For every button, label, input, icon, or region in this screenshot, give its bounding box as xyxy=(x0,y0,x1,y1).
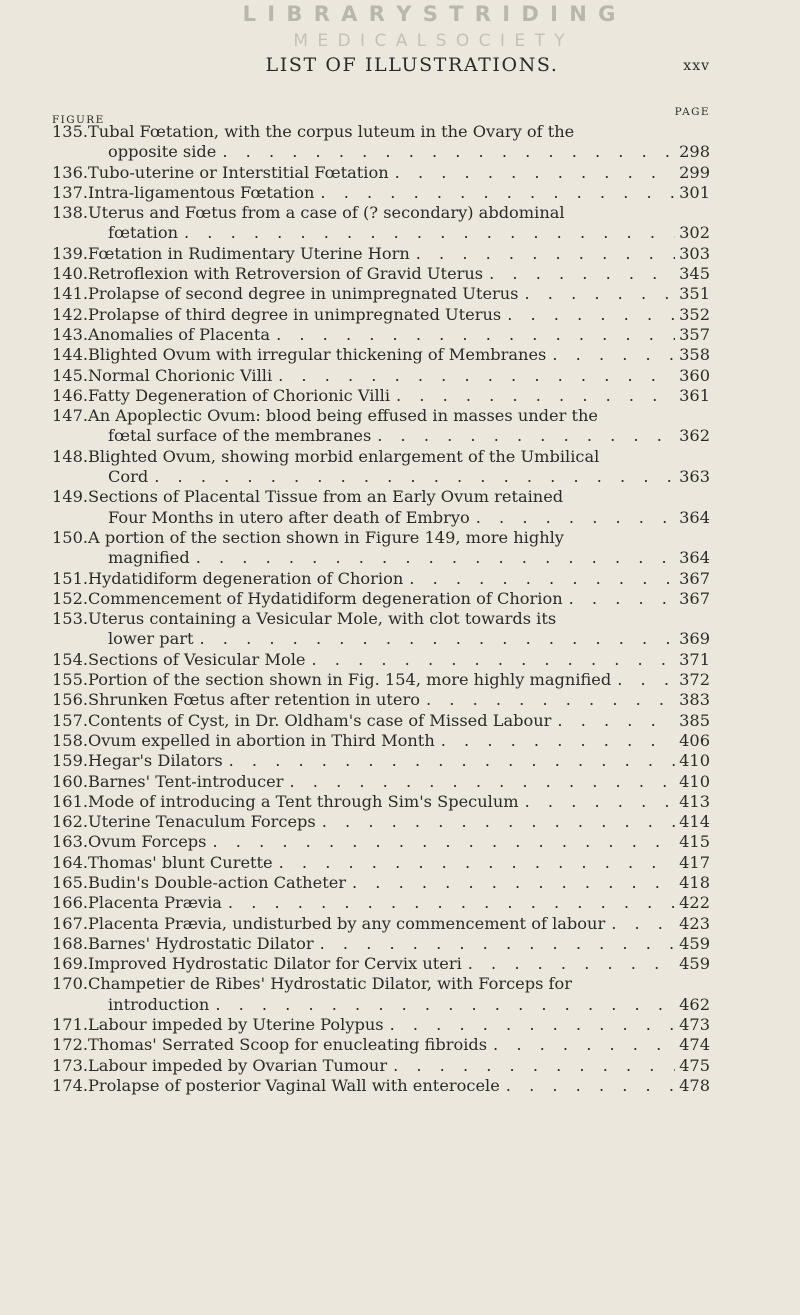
dot-leader xyxy=(611,670,675,690)
figure-caption: Placenta Prævia xyxy=(88,893,222,913)
figure-caption: Improved Hydrostatic Dilator for Cervix uteri xyxy=(88,954,462,974)
page-reference: 362 xyxy=(679,426,710,446)
page-reference: 360 xyxy=(679,365,710,385)
figure-number: 136. xyxy=(52,162,89,182)
figure-number: 139. xyxy=(52,243,89,263)
figure-number: 169. xyxy=(52,954,89,974)
page-reference: 352 xyxy=(679,304,710,324)
page-reference: 369 xyxy=(679,629,710,649)
list-item xyxy=(52,305,710,325)
figure-number: 163. xyxy=(52,832,89,852)
dot-leader xyxy=(435,731,675,751)
page-reference: 363 xyxy=(679,467,710,487)
list-item xyxy=(52,853,710,873)
dot-leader xyxy=(389,163,675,183)
figure-number: 151. xyxy=(52,568,89,588)
library-stamp-line2: M E D I C A L S O C I E T Y xyxy=(293,31,567,51)
list-item xyxy=(52,670,710,690)
list-item xyxy=(52,183,710,203)
dot-leader xyxy=(222,893,675,913)
figure-caption: lower part xyxy=(108,629,194,649)
figure-caption: Hegar's Dilators xyxy=(88,751,223,771)
dot-leader xyxy=(563,589,675,609)
page-title: LIST OF ILLUSTRATIONS. xyxy=(265,54,559,76)
list-item xyxy=(52,406,710,447)
page-reference: 414 xyxy=(679,812,710,832)
figure-caption: Sections of Vesicular Mole xyxy=(88,649,306,669)
list-item xyxy=(52,711,710,731)
dot-leader xyxy=(216,142,675,162)
list-item xyxy=(52,284,710,304)
figure-number: 157. xyxy=(52,710,89,730)
figure-caption: Fœtation in Rudimentary Uterine Horn xyxy=(88,243,410,263)
page-reference: 417 xyxy=(679,852,710,872)
figure-caption: A portion of the section shown in Figure 149, more highly xyxy=(88,527,564,547)
page-reference: 351 xyxy=(679,284,710,304)
list-item xyxy=(52,792,710,812)
figure-caption: Labour impeded by Uterine Polypus xyxy=(88,1015,384,1035)
page-reference: 459 xyxy=(679,933,710,953)
list-item xyxy=(52,569,710,589)
dot-leader xyxy=(178,223,675,243)
page-reference: 475 xyxy=(679,1055,710,1075)
list-item xyxy=(52,528,710,569)
dot-leader xyxy=(384,1015,676,1035)
dot-leader xyxy=(500,1076,675,1096)
dot-leader xyxy=(305,650,675,670)
page-reference: 298 xyxy=(679,142,710,162)
figure-caption: Placenta Prævia, undisturbed by any commencement of labour xyxy=(88,913,606,933)
list-item xyxy=(52,386,710,406)
figure-caption: magnified xyxy=(108,548,190,568)
figure-caption: Uterus and Fœtus from a case of (? secondary) abdominal xyxy=(88,203,565,223)
list-item xyxy=(52,690,710,710)
figure-number: 161. xyxy=(52,791,89,811)
list-item xyxy=(52,731,710,751)
figure-caption: Hydatidiform degeneration of Chorion xyxy=(88,568,404,588)
list-item xyxy=(52,1015,710,1035)
figure-number: 154. xyxy=(52,649,89,669)
figure-number: 143. xyxy=(52,324,89,344)
figure-number: 156. xyxy=(52,690,89,710)
dot-leader xyxy=(420,690,675,710)
list-item xyxy=(52,244,710,264)
list-item xyxy=(52,366,710,386)
dot-leader xyxy=(371,426,675,446)
figure-number: 148. xyxy=(52,446,89,466)
dot-leader xyxy=(605,914,675,934)
list-item xyxy=(52,914,710,934)
figure-caption: Commencement of Hydatidiform degeneration of Chorion xyxy=(88,588,563,608)
dot-leader xyxy=(190,548,675,568)
figure-caption: Fatty Degeneration of Chorionic Villi xyxy=(88,385,391,405)
dot-leader xyxy=(209,995,675,1015)
figure-number: 166. xyxy=(52,893,89,913)
figure-number: 158. xyxy=(52,730,89,750)
page-reference: 473 xyxy=(679,1015,710,1035)
figure-caption: Anomalies of Placenta xyxy=(88,324,271,344)
figure-caption: An Apoplectic Ovum: blood being effused in masses under the xyxy=(88,406,599,426)
figure-caption: Prolapse of posterior Vaginal Wall with enterocele xyxy=(88,1075,500,1095)
figure-caption: Tubal Fœtation, with the corpus luteum in the Ovary of the xyxy=(88,122,575,141)
figure-number: 164. xyxy=(52,852,89,872)
figure-number: 144. xyxy=(52,345,89,365)
dot-leader xyxy=(519,792,675,812)
page-reference: 422 xyxy=(679,893,710,913)
figure-caption: Four Months in utero after death of Embryo xyxy=(108,507,470,527)
figure-caption: Thomas' Serrated Scoop for enucleating fibroids xyxy=(88,1035,488,1055)
list-item xyxy=(52,447,710,488)
figure-column-heading: FIGURE xyxy=(52,114,105,126)
dot-leader xyxy=(314,934,675,954)
page-reference: 418 xyxy=(679,872,710,892)
figure-caption: Barnes' Hydrostatic Dilator xyxy=(88,933,314,953)
figure-number: 150. xyxy=(52,527,89,547)
figure-caption: Uterus containing a Vesicular Mole, with clot towards its xyxy=(88,609,557,629)
figure-caption: Budin's Double-action Catheter xyxy=(88,872,347,892)
list-item xyxy=(52,751,710,771)
figure-number: 149. xyxy=(52,487,89,507)
list-item xyxy=(52,873,710,893)
page-reference: 361 xyxy=(679,385,710,405)
list-item xyxy=(52,203,710,244)
figure-number: 140. xyxy=(52,264,89,284)
figure-number: 153. xyxy=(52,609,89,629)
figure-caption: Contents of Cyst, in Dr. Oldham's case of Missed Labour xyxy=(88,710,552,730)
page-reference: 410 xyxy=(679,751,710,771)
list-item xyxy=(52,345,710,365)
figure-caption: Normal Chorionic Villi xyxy=(88,365,273,385)
figure-caption: Prolapse of second degree in unimpregnated Uterus xyxy=(88,284,519,304)
page-reference: 364 xyxy=(679,548,710,568)
page-reference: 358 xyxy=(679,345,710,365)
list-item xyxy=(52,893,710,913)
dot-leader xyxy=(272,366,675,386)
page-reference: 357 xyxy=(679,324,710,344)
figure-number: 146. xyxy=(52,385,89,405)
list-item xyxy=(52,325,710,345)
page-reference: 364 xyxy=(679,507,710,527)
figure-caption: opposite side xyxy=(108,142,217,162)
figure-caption: Retroflexion with Retroversion of Gravid Uterus xyxy=(88,264,484,284)
dot-leader xyxy=(546,345,675,365)
list-item xyxy=(52,772,710,792)
figure-caption: Intra-ligamentous Fœtation xyxy=(88,182,315,202)
dot-leader xyxy=(519,284,676,304)
list-item xyxy=(52,163,710,183)
page-reference: 423 xyxy=(679,913,710,933)
figure-caption: Thomas' blunt Curette xyxy=(88,852,273,872)
page-reference: 462 xyxy=(679,994,710,1014)
figure-number: 173. xyxy=(52,1055,89,1075)
figure-number: 142. xyxy=(52,304,89,324)
figure-caption: Blighted Ovum, showing morbid enlargement of the Umbilical xyxy=(88,446,600,466)
dot-leader xyxy=(403,569,675,589)
figure-caption: Ovum expelled in abortion in Third Month xyxy=(88,730,435,750)
dot-leader xyxy=(314,183,675,203)
figure-caption: Mode of introducing a Tent through Sim's Speculum xyxy=(88,791,519,811)
figure-caption: Blighted Ovum with irregular thickening of Membranes xyxy=(88,345,547,365)
figure-number: 159. xyxy=(52,751,89,771)
page-reference: 410 xyxy=(679,771,710,791)
dot-leader xyxy=(194,629,676,649)
list-item xyxy=(52,954,710,974)
dot-leader xyxy=(148,467,675,487)
page-reference: 345 xyxy=(679,264,710,284)
page-reference: 459 xyxy=(679,954,710,974)
figure-number: 155. xyxy=(52,670,89,690)
page-header xyxy=(114,54,710,80)
list-item xyxy=(52,487,710,528)
figure-number: 138. xyxy=(52,203,89,223)
dot-leader xyxy=(487,1035,675,1055)
page-reference: 367 xyxy=(679,588,710,608)
list-item xyxy=(52,650,710,670)
list-item xyxy=(52,934,710,954)
page-reference: 372 xyxy=(679,670,710,690)
dot-leader xyxy=(316,812,675,832)
dot-leader xyxy=(501,305,675,325)
figure-caption: Uterine Tenaculum Forceps xyxy=(88,812,316,832)
figure-caption: Champetier de Ribes' Hydrostatic Dilator, with Forceps for xyxy=(88,974,573,994)
figure-number: 172. xyxy=(52,1035,89,1055)
list-item xyxy=(52,264,710,284)
list-item xyxy=(52,1076,710,1096)
figure-number: 145. xyxy=(52,365,89,385)
dot-leader xyxy=(470,508,675,528)
figure-number: 174. xyxy=(52,1075,89,1095)
page-reference: 299 xyxy=(679,162,710,182)
figure-number: 168. xyxy=(52,933,89,953)
page-column-heading: PAGE xyxy=(674,106,710,118)
page-reference: 415 xyxy=(679,832,710,852)
page-reference: 385 xyxy=(679,710,710,730)
dot-leader xyxy=(206,832,675,852)
dot-leader xyxy=(283,772,675,792)
figure-caption: fœtation xyxy=(108,223,179,243)
figure-caption: Tubo-uterine or Interstitial Fœtation xyxy=(88,162,389,182)
list-item xyxy=(52,1056,710,1076)
dot-leader xyxy=(387,1056,675,1076)
figure-number: 152. xyxy=(52,588,89,608)
dot-leader xyxy=(270,325,675,345)
figure-caption: Shrunken Fœtus after retention in utero xyxy=(88,690,420,710)
figure-caption: Labour impeded by Ovarian Tumour xyxy=(88,1055,388,1075)
figure-number: 165. xyxy=(52,872,89,892)
figure-number: 137. xyxy=(52,182,89,202)
figure-caption: Portion of the section shown in Fig. 154, more highly magnified xyxy=(88,670,612,690)
list-item xyxy=(52,609,710,650)
dot-leader xyxy=(223,751,675,771)
page-reference: 301 xyxy=(679,182,710,202)
dot-leader xyxy=(462,954,675,974)
figure-number: 141. xyxy=(52,284,89,304)
figure-number: 170. xyxy=(52,974,89,994)
library-stamp-line1: L I B R A R Y S T R I D I N G xyxy=(242,2,618,26)
page-number: xxv xyxy=(683,58,710,74)
list-item xyxy=(52,832,710,852)
figure-caption: Barnes' Tent-introducer xyxy=(88,771,284,791)
page-reference: 367 xyxy=(679,568,710,588)
dot-leader xyxy=(483,264,675,284)
figure-caption: introduction xyxy=(108,994,210,1014)
list-item xyxy=(52,812,710,832)
list-item xyxy=(52,1035,710,1055)
page-reference: 371 xyxy=(679,649,710,669)
list-item xyxy=(52,122,710,163)
figure-number: 167. xyxy=(52,913,89,933)
figure-number: 162. xyxy=(52,812,89,832)
dot-leader xyxy=(346,873,675,893)
page-reference: 406 xyxy=(679,730,710,750)
page-reference: 302 xyxy=(679,223,710,243)
illustrations-list xyxy=(52,122,710,1096)
column-headings xyxy=(52,106,710,126)
figure-caption: Ovum Forceps xyxy=(88,832,207,852)
figure-number: 135. xyxy=(52,122,89,141)
figure-number: 171. xyxy=(52,1015,89,1035)
figure-caption: Prolapse of third degree in unimpregnated Uterus xyxy=(88,304,502,324)
list-item xyxy=(52,974,710,1015)
dot-leader xyxy=(410,244,675,264)
dot-leader xyxy=(273,853,675,873)
figure-number: 160. xyxy=(52,771,89,791)
figure-caption: Cord xyxy=(108,467,149,487)
figure-number: 147. xyxy=(52,406,89,426)
page-reference: 413 xyxy=(679,791,710,811)
list-item xyxy=(52,589,710,609)
page-reference: 478 xyxy=(679,1075,710,1095)
page-reference: 383 xyxy=(679,690,710,710)
dot-leader xyxy=(551,711,675,731)
page-reference: 474 xyxy=(679,1035,710,1055)
figure-caption: Sections of Placental Tissue from an Early Ovum retained xyxy=(88,487,564,507)
page-reference: 303 xyxy=(679,243,710,263)
figure-caption: fœtal surface of the membranes xyxy=(108,426,372,446)
dot-leader xyxy=(390,386,675,406)
